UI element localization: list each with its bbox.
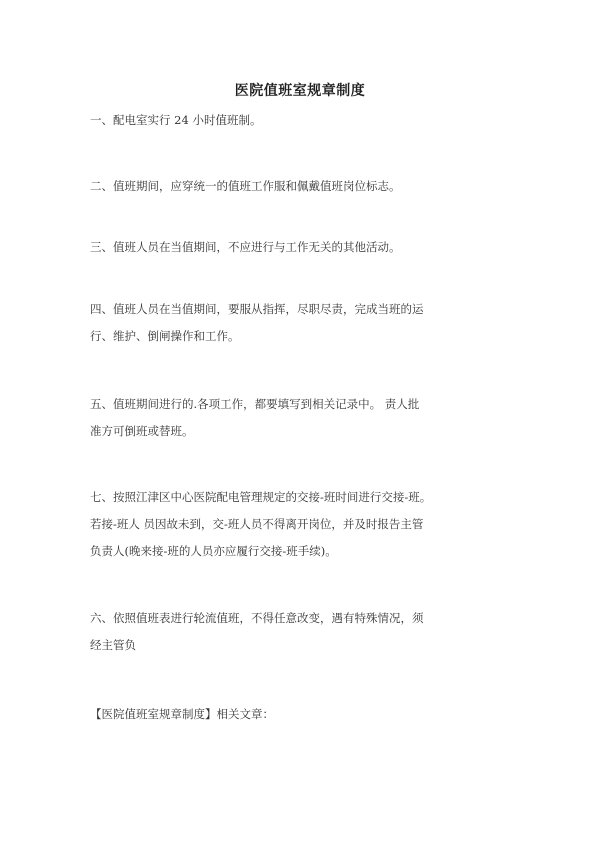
paragraph-line: 负责人(晚来接-班的人员亦应履行交接-班手续)。: [90, 544, 337, 558]
rule-paragraph-4: [90, 296, 520, 350]
paragraph-line: 二、值班期间，应穿统一的值班工作服和佩戴值班岗位标志。: [90, 179, 401, 193]
paragraph-line: 经主管负: [90, 638, 136, 652]
paragraph-line: 行、维护、倒闸操作和工作。: [90, 329, 240, 343]
paragraph-line: 六、依照值班表进行轮流值班，不得任意改变，遇有特殊情况，须: [90, 611, 424, 625]
paragraph-line: 准方可倒班或替班。: [90, 424, 194, 438]
paragraph-line: 若接-班人 员因故未到，交-班人员不得离开岗位，并及时报告主管: [90, 517, 424, 531]
related-articles-text: 【医院值班室规章制度】相关文章：: [90, 707, 274, 721]
rule-paragraph-3: [90, 234, 520, 261]
rule-paragraph-2: [90, 173, 520, 200]
related-articles-label: [90, 701, 520, 728]
paragraph-line: 三、值班人员在当值期间，不应进行与工作无关的其他活动。: [90, 240, 401, 254]
rule-paragraph-5: [90, 391, 520, 445]
document-title: 医院值班室规章制度: [234, 83, 366, 99]
paragraph-line: 五、值班期间进行的.各项工作，都要填写到相关记录中。 责人批: [90, 397, 420, 411]
rule-paragraph-7: [90, 484, 520, 565]
paragraph-line: 四、值班人员在当值期间，要服从指挥，尽职尽责，完成当班的运: [90, 302, 424, 316]
rule-paragraph-1: [90, 107, 520, 134]
paragraph-line: 七、按照江津区中心医院配电管理规定的交接-班时间进行交接-班。: [90, 490, 432, 504]
rule-paragraph-6: [90, 605, 520, 659]
paragraph-line: 一、配电室实行 24 小时值班制。: [90, 113, 262, 127]
